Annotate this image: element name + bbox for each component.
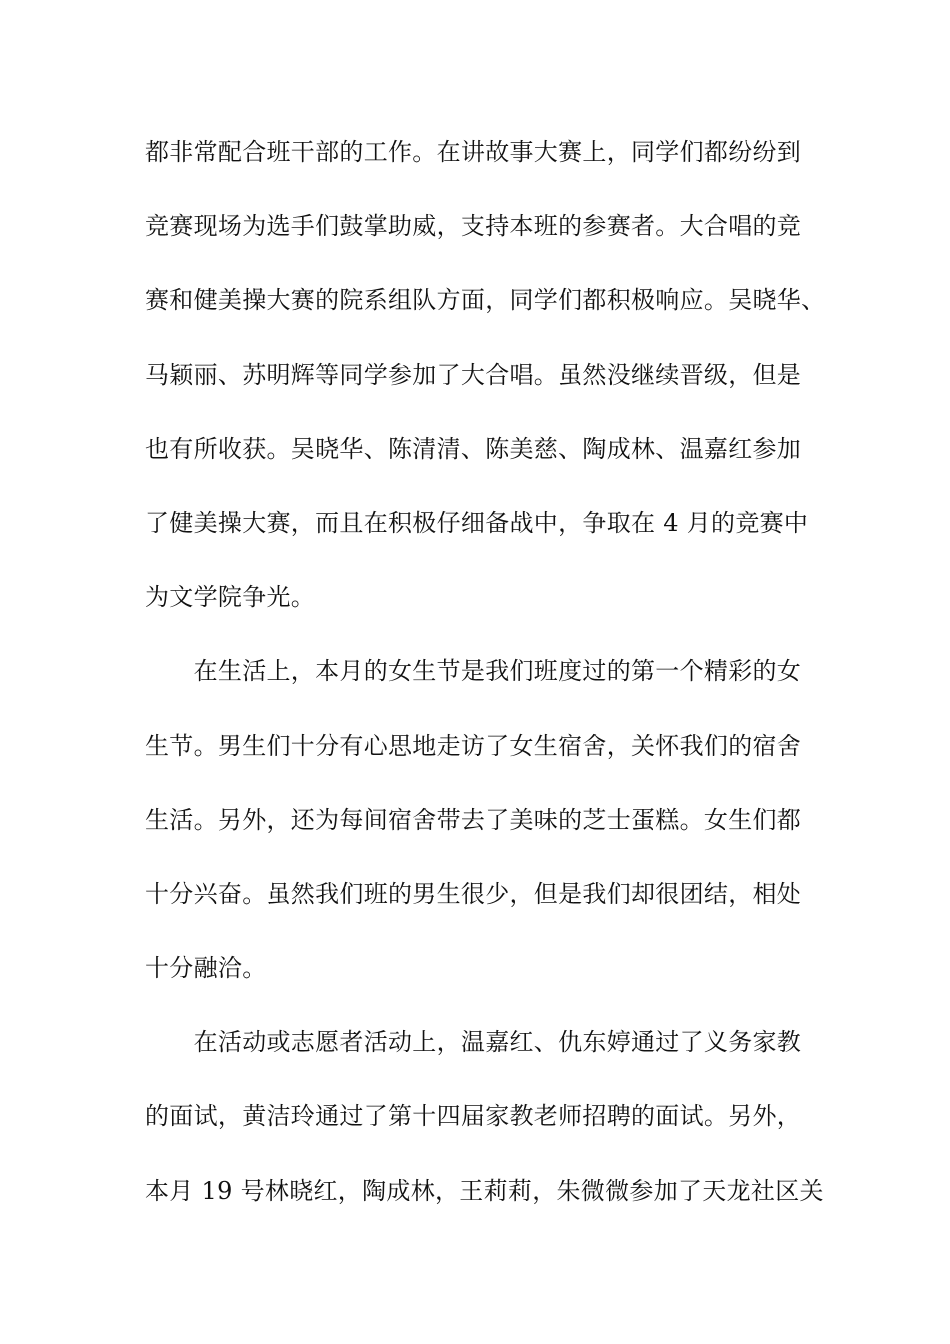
text-line: 在活动或志愿者活动上，温嘉红、仇东婷通过了义务家教: [145, 1028, 802, 1057]
text-line: 竞赛现场为选手们鼓掌助威，支持本班的参赛者。大合唱的竞: [145, 212, 802, 241]
text-line: 本月 19 号林晓红，陶成林，王莉莉，朱微微参加了天龙社区关: [145, 1176, 824, 1205]
text-line: 赛和健美操大赛的院系组队方面，同学们都积极响应。吴晓华、: [145, 286, 826, 315]
text-line: 都非常配合班干部的工作。在讲故事大赛上，同学们都纷纷到: [145, 138, 802, 166]
text-line: 十分融洽。: [145, 954, 267, 983]
text-line: 也有所收获。吴晓华、陈清清、陈美慈、陶成林、温嘉红参加: [145, 434, 802, 463]
text-line: 十分兴奋。虽然我们班的男生很少，但是我们却很团结，相处: [145, 879, 802, 908]
text-line: 生活。另外，还为每间宿舍带去了美味的芝士蛋糕。女生们都: [145, 805, 802, 834]
document-body: [145, 128, 826, 1241]
text-line: 生节。男生们十分有心思地走访了女生宿舍，关怀我们的宿舍: [145, 731, 802, 760]
text-line: 马颖丽、苏明辉等同学参加了大合唱。虽然没继续晋级，但是: [145, 360, 802, 389]
text-line: 在生活上，本月的女生节是我们班度过的第一个精彩的女: [145, 657, 802, 686]
text-line: 的面试，黄洁玲通过了第十四届家教老师招聘的面试。另外，: [145, 1102, 802, 1131]
text-line: 为文学院争光。: [145, 583, 316, 612]
text-line: 了健美操大赛，而且在积极仔细备战中，争取在 4 月的竞赛中: [145, 508, 809, 537]
